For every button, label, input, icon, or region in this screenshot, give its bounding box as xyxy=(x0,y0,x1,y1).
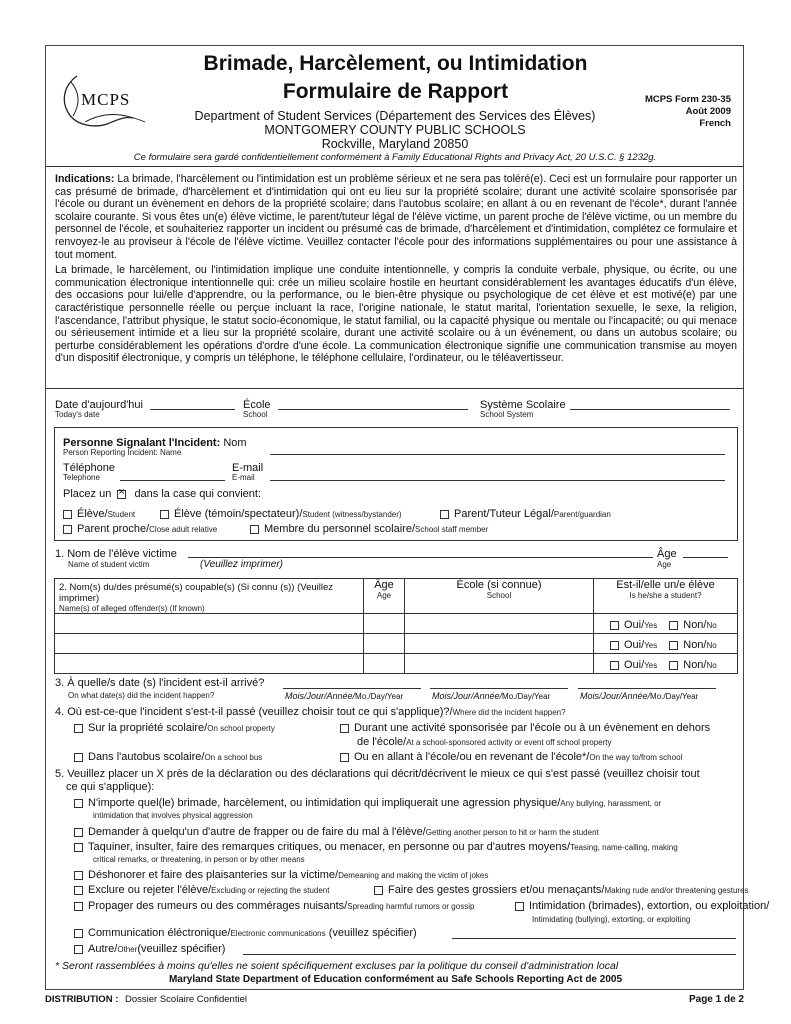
incident-date-field-3[interactable] xyxy=(578,688,716,689)
system-field[interactable] xyxy=(570,409,730,410)
q4-option-school-property[interactable]: Sur la propriété scolaire/On school property xyxy=(74,722,275,735)
q4-option-way-to-school[interactable]: Ou en allant à l'école/ou en revenant de l'école*/On the way to/from school xyxy=(340,751,682,764)
no-option[interactable]: Non/No xyxy=(669,660,716,671)
system-label: Système Scolaire xyxy=(480,399,566,411)
yes-option[interactable]: Oui/Yes xyxy=(610,660,657,671)
q5-option-rumors[interactable]: Propager des rumeurs ou des commérages nuisants/Spreading harmful rumors or gossip xyxy=(74,900,474,913)
distribution-label: DISTRIBUTION : xyxy=(45,994,119,1005)
distribution-value: Dossier Scolaire Confidentiel xyxy=(125,994,247,1005)
no-option[interactable]: Non/No xyxy=(669,640,716,651)
school-field[interactable] xyxy=(278,409,468,410)
checkbox[interactable] xyxy=(340,724,349,733)
date-label: Date d'aujourd'hui xyxy=(55,399,143,411)
q5-option-physical[interactable]: N'importe quel(le) brimade, harcèlement, ou intimidation qui impliquerait une agression physique/Any bullying, harassment, or xyxy=(74,797,661,810)
q4-option-school-bus[interactable]: Dans l'autobus scolaire/On a school bus xyxy=(74,751,262,764)
checkbox[interactable] xyxy=(374,886,383,895)
q5-label: 5. Veuillez placer un X près de la déclaration ou des déclarations qui décrit/décrivent le mieux ce qui s'est passé (veuillez choisir tout xyxy=(55,768,700,780)
checkbox[interactable] xyxy=(74,886,83,895)
q5-option-demeaning[interactable]: Déshonorer et faire des plaisanteries sur la victime/Demeaning and making the victim of jokes xyxy=(74,869,488,882)
dept-line1: Department of Student Services (Département des Services des Élèves) xyxy=(194,109,596,123)
checkbox[interactable] xyxy=(160,510,169,519)
form-number: MCPS Form 230-35 xyxy=(644,94,731,105)
confidential-note: Ce formulaire sera gardé confidentiellement conformément à Family Educational Rights and Privacy Act, 20 U.S.C. § 1232g. xyxy=(133,152,657,163)
col-offender-name: 2. Nom(s) du/des présumé(s) coupable(s) (Si connu (s)) (Veuillez imprimer) xyxy=(59,582,334,604)
q4-label: 4. Où est-ce-que l'incident s'est-t-il passé (veuillez choisir tout ce qui s'applique)?/Where did the incident happen? xyxy=(55,706,566,718)
checkbox[interactable] xyxy=(63,510,72,519)
checkbox[interactable] xyxy=(669,621,678,630)
date-field[interactable] xyxy=(150,409,235,410)
yes-option[interactable]: Oui/Yes xyxy=(610,640,657,651)
offender-school-cell[interactable] xyxy=(405,654,594,674)
checkbox[interactable] xyxy=(515,902,524,911)
other-specify-field[interactable] xyxy=(243,954,736,955)
q5-option-excluding[interactable]: Exclure ou rejeter l'élève/Excluding or rejecting the student xyxy=(74,884,329,897)
table-row xyxy=(55,654,738,674)
offender-age-cell[interactable] xyxy=(364,634,405,654)
offenders-table: 2. Nom(s) du/des présumé(s) coupable(s) (Si connu (s)) (Veuillez imprimer) Name(s) of alleged offender(s) (If known) Âge Age École (si connue) School Est-il/elle un/e élève Is he/she a student? Oui/Yes Non/No Oui/Yes Non/No Oui/Yes Non/No xyxy=(54,578,738,674)
checkbox[interactable] xyxy=(340,753,349,762)
phone-field[interactable] xyxy=(120,480,225,481)
offender-name-cell[interactable] xyxy=(55,654,364,674)
checkbox[interactable] xyxy=(610,661,619,670)
checkbox[interactable] xyxy=(74,828,83,837)
form-language: French xyxy=(699,118,731,129)
incident-date-field-1[interactable] xyxy=(283,688,421,689)
q5-option-teasing[interactable]: Taquiner, insulter, faire des remarques critiques, ou menacer, en personne ou par d'autres moyens/Teasing, name-calling, making xyxy=(74,841,678,854)
form-title-line2: Formulaire de Rapport xyxy=(282,80,509,103)
offender-name-cell[interactable] xyxy=(55,634,364,654)
reporter-option-student[interactable]: Élève/Student xyxy=(63,508,135,521)
offender-school-cell[interactable] xyxy=(405,634,594,654)
q3-label: 3. À quelle/s date (s) l'incident est-il arrivé? xyxy=(55,677,265,689)
checkbox[interactable] xyxy=(74,929,83,938)
email-field[interactable] xyxy=(270,480,725,481)
q1-label: 1. Nom de l'élève victime xyxy=(55,548,177,560)
checkbox[interactable] xyxy=(63,525,72,534)
table-row xyxy=(55,614,738,634)
q5-option-electronic[interactable]: Communication éléctronique/Electronic communications (veuillez spécifier) xyxy=(74,927,417,940)
checkbox[interactable] xyxy=(74,871,83,880)
reporter-option-witness[interactable]: Élève (témoin/spectateur)/Student (witness/bystander) xyxy=(160,508,402,521)
dept-line2: MONTGOMERY COUNTY PUBLIC SCHOOLS xyxy=(264,123,526,137)
checkbox[interactable] xyxy=(669,661,678,670)
form-date: Août 2009 xyxy=(685,106,731,117)
reporter-option-relative[interactable]: Parent proche/Close adult relative xyxy=(63,523,217,536)
reporter-heading: Personne Signalant l'Incident: xyxy=(63,437,221,449)
reporter-option-parent[interactable]: Parent/Tuteur Légal/Parent/guardian xyxy=(440,508,611,521)
checkbox[interactable] xyxy=(610,621,619,630)
offender-name-cell[interactable] xyxy=(55,614,364,634)
yes-option[interactable]: Oui/Yes xyxy=(610,620,657,631)
checkbox[interactable] xyxy=(440,510,449,519)
q5-option-other[interactable]: Autre/Other(veuillez spécifier) xyxy=(74,943,225,956)
example-x-checkbox-icon xyxy=(117,490,126,499)
checkbox[interactable] xyxy=(74,799,83,808)
q5-option-get-another[interactable]: Demander à quelqu'un d'autre de frapper ou de faire du mal à l'élève/Getting another person to hit or harm the student xyxy=(74,826,599,839)
q5-option-intimidating[interactable]: Intimidation (brimades), extortion, ou exploitation/ xyxy=(515,900,769,913)
indications-p1: Indications: La brimade, l'harcèlement ou l'intimidation est un problème sérieux et ne sera pas toléré(e). Ceci est un formulaire pour rapporter un cas présumé de brimade, d'harcèlement et d'intimidation qui ont eu lieu sur la propriété scolaire; durant une activité scolaire sponsorisée par l'école ou durant un évènement en dehors de la propriété scolaire; dans l'autobus scolaire; en allant à ou en revenant de l'école*, durant l'année scolaire courante. Si vous êtes un(e) élève victime, le parent/tuteur légal de l'élève victime, un parent proche de l'élève victime, ou un membre du personnel de l'école, et souhaiteriez rapporter un incident ou présumé cas de brimade, d'harcèlement et d'intimidation, complétez ce formulaire et renvoyez-le au proviseur à l'école de l'élève victime. Veuillez contacter l'école pour des informations supplémentaires ou pour une assistance à tout moment. xyxy=(55,173,737,261)
footnote: * Seront rassemblées à moins qu'elles ne soient spécifiquement excluses par la politique du conseil d'administration local xyxy=(55,960,619,972)
incident-date-field-2[interactable] xyxy=(430,688,568,689)
victim-name-field[interactable] xyxy=(188,557,653,558)
checkbox[interactable] xyxy=(74,902,83,911)
email-label: E-mail xyxy=(232,462,264,474)
checkbox[interactable] xyxy=(74,724,83,733)
checkbox[interactable] xyxy=(74,753,83,762)
q5-option-gestures[interactable]: Faire des gestes grossiers et/ou menaçants/Making rude and/or threatening gestures xyxy=(374,884,749,897)
indications-label: Indications: xyxy=(55,173,115,185)
checkbox[interactable] xyxy=(669,641,678,650)
q4-option-school-activity[interactable]: Durant une activité sponsorisée par l'école ou à un évènement en dehors xyxy=(340,722,710,735)
form-title-line1: Brimade, Harcèlement, ou Intimidation xyxy=(203,52,588,75)
reporter-name-field[interactable] xyxy=(270,454,725,455)
offender-age-cell[interactable] xyxy=(364,614,405,634)
electronic-specify-field[interactable] xyxy=(452,938,736,939)
checkbox[interactable] xyxy=(74,945,83,954)
checkbox[interactable] xyxy=(610,641,619,650)
table-row xyxy=(55,634,738,654)
offender-school-cell[interactable] xyxy=(405,614,594,634)
no-option[interactable]: Non/No xyxy=(669,620,716,631)
checkbox[interactable] xyxy=(74,843,83,852)
law-reference: Maryland State Department of Education conformément au Safe Schools Reporting Act de 2005 xyxy=(168,974,623,985)
victim-age-field[interactable] xyxy=(683,557,728,558)
logo-text: MCPS xyxy=(81,90,131,109)
offender-age-cell[interactable] xyxy=(364,654,405,674)
checkbox[interactable] xyxy=(250,525,259,534)
page-number: Page 1 de 2 xyxy=(688,994,744,1005)
reporter-option-staff[interactable]: Membre du personnel scolaire/School staff member xyxy=(250,523,488,536)
dept-line3: Rockville, Maryland 20850 xyxy=(321,137,469,151)
indications-p2: La brimade, le harcèlement, ou l'intimidation implique une conduite intentionnelle, y compris la conduite verbale, physique, ou écrite, ou une communication électronique intentionnelle qui: crée un milieu scolaire hostile en heurtant considérablement les avantages éducatifs d'un élève, des occasions pour lui/elle d'apprendre, ou la performance, ou le bien-être physique ou psychologique de cet élève et est motivé(e) par une caractéristique personnelle réelle ou perçue incluant la race, l'origine nationale, le statut marital, l'orientation sexuelle, le sexe, la religion, l'ascendance, l'attribut physique, le statut socio-économique, le statut familial, ou la capacité physique ou mentale ou l'incapacité; ou qui menace ou sérieusement intimide et a lieu sur la propriété scolaire, durant une activité scolaire ou à un événement, ou dans un autobus scolaire; ou perturbe considérablement les opérations d'ordre d'une école. La communication électronique signifie une communication transmise au moyen d'un dispositif électronique, y compris un téléphone, le téléphone cellulaire, l'ordinateur, ou le téléavertisseur. xyxy=(55,264,737,365)
phone-label: Téléphone xyxy=(63,462,115,474)
school-label: École xyxy=(243,399,271,411)
